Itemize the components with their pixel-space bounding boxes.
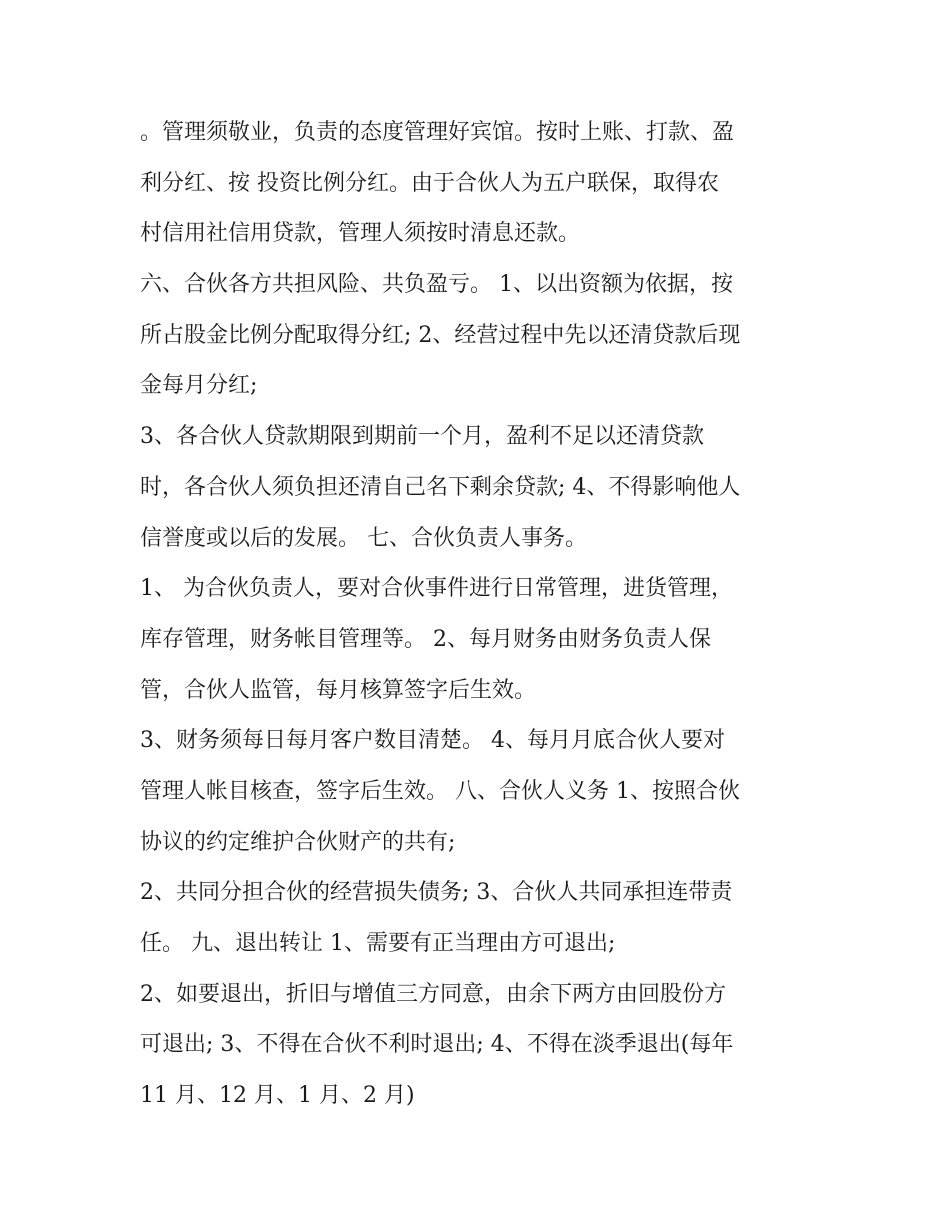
text-line-7: 3、各合伙人贷款期限到期前一个月，盈利不足以还清贷款 xyxy=(140,424,704,450)
text-line-8: 时，各合伙人须负担还清自己名下剩余贷款; 4、不得影响他人 xyxy=(140,474,741,500)
text-line-20: 11 月、12 月、1 月、2 月) xyxy=(140,1083,415,1109)
text-line-4: 六、合伙各方共担风险、共负盈亏。 1、以出资额为依据，按 xyxy=(140,272,733,298)
text-line-11: 库存管理，财务帐目管理等。 2、每月财务由财务负责人保 xyxy=(140,626,711,652)
text-line-15: 协议的约定维护合伙财产的共有; xyxy=(140,829,456,855)
text-line-19: 可退出; 3、不得在合伙不利时退出; 4、不得在淡季退出(每年 xyxy=(140,1032,734,1058)
text-line-1: 。管理须敬业，负责的态度管理好宾馆。按时上账、打款、盈 xyxy=(140,120,735,145)
text-line-5: 所占股金比例分配取得分红; 2、经营过程中先以还清贷款后现 xyxy=(140,322,741,348)
text-line-14: 管理人帐目核查，签字后生效。 八、合伙人义务 1、按照合伙 xyxy=(140,778,740,804)
text-line-3: 村信用社信用贷款，管理人须按时清息还款。 xyxy=(140,221,581,247)
text-line-6: 金每月分红; xyxy=(140,373,258,399)
text-line-10: 1、 为合伙负责人，要对合伙事件进行日常管理，进货管理， xyxy=(140,576,733,602)
body-text xyxy=(140,108,820,1122)
text-line-18: 2、如要退出，折旧与增值三方同意，由余下两方由回股份方 xyxy=(140,981,726,1007)
text-line-16: 2、共同分担合伙的经营损失债务; 3、合伙人共同承担连带责 xyxy=(140,880,733,906)
text-line-9: 信誉度或以后的发展。 七、合伙负责人事务。 xyxy=(140,525,587,551)
text-line-17: 任。 九、退出转让 1、需要有正当理由方可退出; xyxy=(140,931,616,956)
text-line-13: 3、财务须每日每月客户数目清楚。 4、每月月底合伙人要对 xyxy=(140,728,725,754)
text-line-12: 管，合伙人监管，每月核算签字后生效。 xyxy=(140,677,537,703)
text-line-2: 利分红、按 投资比例分红。由于合伙人为五户联保，取得农 xyxy=(140,170,719,196)
